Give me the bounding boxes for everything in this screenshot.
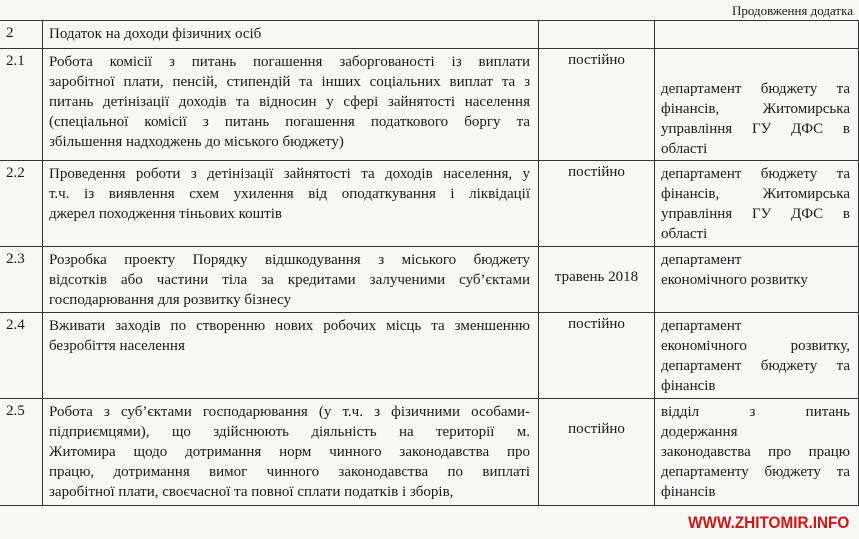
text-line: заробітної плати, пенсій, стипендій та інших соціальних виплат та з xyxy=(49,74,530,90)
table-row xyxy=(0,48,859,161)
responsible-party xyxy=(654,161,859,247)
text-line: департамент xyxy=(661,252,742,268)
deadline-text: постійно xyxy=(568,316,625,332)
text-line: економічного розвитку, xyxy=(661,338,850,354)
text-line: відсотків або частини тіла за кредитами залученими суб’єктами xyxy=(49,272,530,288)
text-line: Податок на доходи фізичних осіб xyxy=(49,26,262,42)
row-number: 2 xyxy=(6,25,14,41)
text-line: області xyxy=(661,226,708,242)
deadline xyxy=(538,21,654,49)
text-line: законодавства про працю xyxy=(661,444,850,460)
text-line: Вживати заходів по створенню нових робочих місць та зменшенню xyxy=(49,318,530,334)
text-line: джерел походження тіньових коштів xyxy=(49,206,282,222)
deadline xyxy=(538,313,654,399)
text-line: департамент бюджету та xyxy=(661,358,850,374)
text-line: (спеціальної комісії з питань погашення податкового боргу та xyxy=(49,114,530,130)
text-line: Житомира щодо дотримання норм чинного законодавства про xyxy=(49,444,530,460)
responsible-party xyxy=(654,313,859,399)
table-row xyxy=(0,312,859,399)
text-line: управління ГУ ДФС в xyxy=(661,206,850,222)
text-line: т.ч. із виявлення схем ухилення від оподаткування і ліквідації xyxy=(49,186,530,202)
text-line: фінансів, Житомирська xyxy=(661,101,850,117)
text-line: збільшення надходжень до міського бюджету) xyxy=(49,134,344,150)
responsible-party xyxy=(654,49,859,161)
deadline-text: травень 2018 xyxy=(554,269,639,285)
text-line: Розробка проекту Порядку відшкодування з міського бюджету xyxy=(49,252,530,268)
table-row xyxy=(0,20,859,49)
deadline-text: постійно xyxy=(568,421,625,437)
text-line: працю, дотримання вимог чинного законодавства по виплаті xyxy=(49,464,530,480)
text-line: департамент xyxy=(661,318,742,334)
text-line: департамент бюджету та xyxy=(661,81,850,97)
text-line: додержання xyxy=(661,424,738,440)
measure-description xyxy=(42,313,538,399)
table-row xyxy=(0,160,859,247)
continuation-caption: Продовження додатка xyxy=(732,3,853,18)
row-number: 2.3 xyxy=(6,251,25,267)
text-line: відділ з питань xyxy=(661,404,850,420)
deadline xyxy=(538,161,654,247)
row-number: 2.2 xyxy=(6,165,25,181)
measure-description xyxy=(42,247,538,313)
text-line: фінансів xyxy=(661,378,716,394)
watermark-logo: WWW.ZHITOMIR.INFO xyxy=(688,513,850,532)
text-line: фінансів xyxy=(661,484,716,500)
row-number: 2.5 xyxy=(6,403,25,419)
text-line: департаменту бюджету та xyxy=(661,464,850,480)
measure-description xyxy=(42,161,538,247)
text-line: Проведення роботи з детінізації зайнятості та доходів населення, у xyxy=(49,166,530,182)
deadline xyxy=(538,49,654,161)
responsible-party xyxy=(654,21,859,49)
deadline xyxy=(538,247,654,313)
text-line: області xyxy=(661,141,708,157)
table-row xyxy=(0,246,859,313)
responsible-party xyxy=(654,399,859,505)
text-line: заробітної плати, своєчасної та повної сплати податків і зборів, xyxy=(49,484,454,500)
measure-description xyxy=(42,399,538,505)
row-number: 2.4 xyxy=(6,317,25,333)
text-line: Робота з суб’єктами господарювання (у т.ч. з фізичними особами- xyxy=(49,404,530,420)
text-line: питань детінізації доходів та відносин у сфері зайнятості населення xyxy=(49,94,530,110)
table-row xyxy=(0,398,859,506)
text-line: економічного розвитку xyxy=(661,272,808,288)
text-line: департамент бюджету та xyxy=(661,166,850,182)
deadline-text: постійно xyxy=(568,52,625,68)
measure-description xyxy=(42,49,538,161)
text-line: підприємцями), що здійснюють діяльність на території м. xyxy=(49,424,530,440)
responsible-party xyxy=(654,247,859,313)
text-line: господарювання для розвитку бізнесу xyxy=(49,292,292,308)
text-line: Робота комісії з питань погашення заборгованості із виплати xyxy=(49,54,530,70)
measure-description xyxy=(42,21,538,49)
deadline xyxy=(538,399,654,505)
row-number: 2.1 xyxy=(6,53,25,69)
deadline-text: постійно xyxy=(568,164,625,180)
text-line: безробіття населення xyxy=(49,338,185,354)
text-line: управління ГУ ДФС в xyxy=(661,121,850,137)
text-line: фінансів, Житомирська xyxy=(661,186,850,202)
